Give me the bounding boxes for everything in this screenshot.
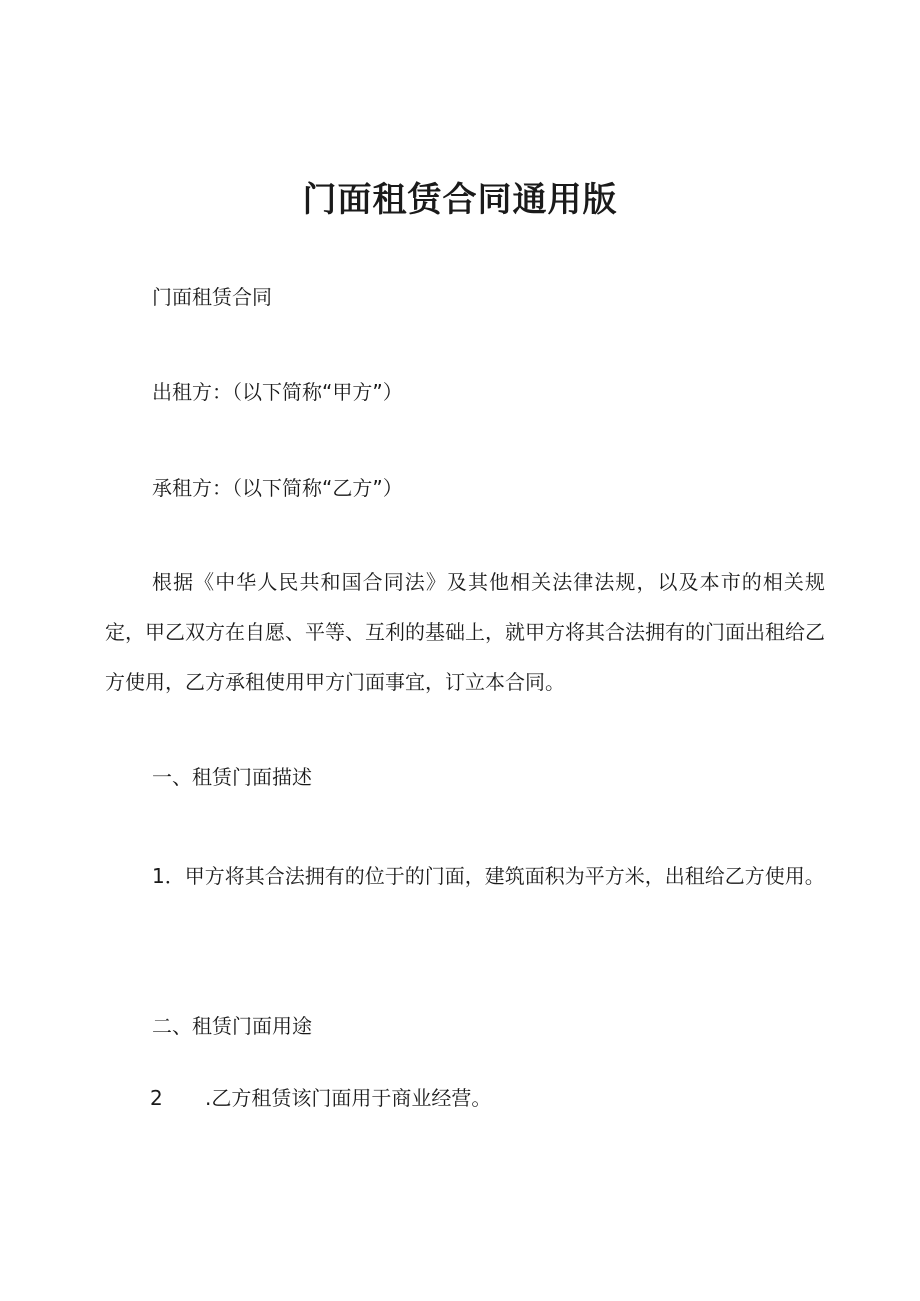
section-2-item-text: .乙方租赁该门面用于商业经营。 [205, 1086, 492, 1110]
section-1-item-1: 1．甲方将其合法拥有的位于的门面，建筑面积为平方米，出租给乙方使用。 [152, 864, 825, 888]
contract-subtitle: 门面租赁合同 [152, 285, 272, 309]
section-2-heading: 二、租赁门面用途 [152, 1014, 312, 1038]
section-2-item-number: 2 [150, 1086, 163, 1110]
lessor-line: 出租方：（以下简称“甲方”） [152, 380, 403, 404]
section-1-heading: 一、租赁门面描述 [152, 765, 312, 789]
section-2-item [150, 1073, 491, 1123]
preamble-paragraph: 根据《中华人民共和国合同法》及其他相关法律法规，以及本市的相关规定，甲乙双方在自愿、平等、互利的基础上，就甲方将其合法拥有的门面出租给乙方使用，乙方承租使用甲方门面事宜，订立本合同。 [105, 570, 825, 694]
lessee-line: 承租方：（以下简称“乙方”） [152, 476, 403, 500]
document-title: 门面租赁合同通用版 [302, 180, 618, 220]
